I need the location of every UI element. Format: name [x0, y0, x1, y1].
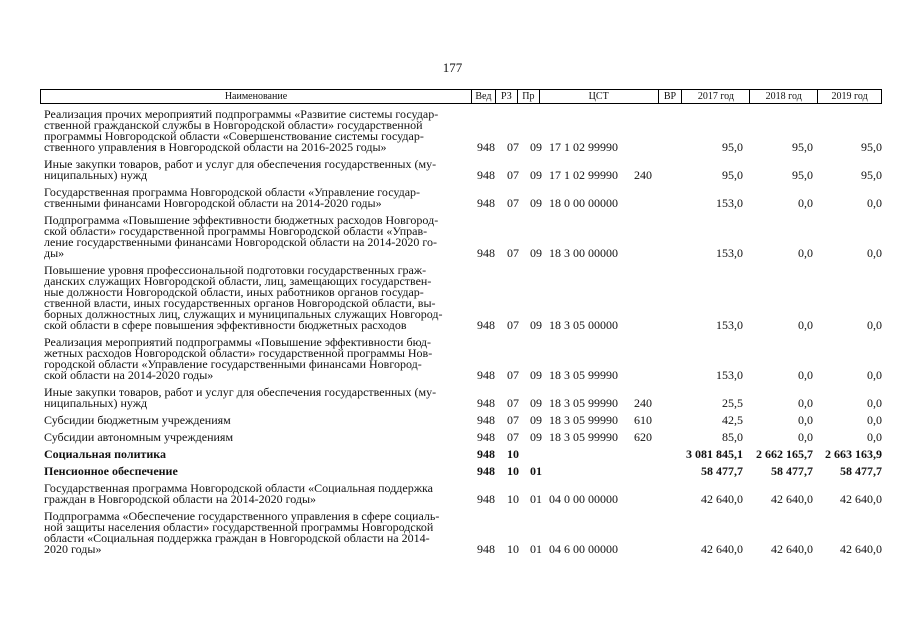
row-2018: 42 640,0	[771, 542, 813, 556]
row-2019: 0,0	[867, 196, 882, 210]
table-row	[40, 159, 882, 181]
row-ved: 948	[477, 413, 495, 427]
table-row	[40, 265, 882, 331]
row-cst: 17 1 02 99990	[549, 140, 618, 154]
row-2019: 0,0	[867, 368, 882, 382]
row-pr: 09	[530, 196, 542, 210]
page-number: 177	[442, 60, 463, 75]
row-ved: 948	[477, 140, 495, 154]
row-2019: 95,0	[861, 140, 882, 154]
row-cst: 18 3 05 99990	[549, 413, 618, 427]
row-pr: 09	[530, 396, 542, 410]
row-2018: 0,0	[798, 430, 813, 444]
row-2017: 153,0	[716, 196, 743, 210]
header-cst: ЦСТ	[540, 90, 659, 103]
row-ved: 948	[477, 447, 495, 461]
row-ved: 948	[477, 464, 495, 478]
header-rz: РЗ	[496, 90, 518, 103]
row-2018: 95,0	[792, 140, 813, 154]
header-ved: Вед	[472, 90, 496, 103]
row-ved: 948	[477, 396, 495, 410]
row-2017: 25,5	[722, 396, 743, 410]
row-2017: 153,0	[716, 246, 743, 260]
row-pr: 09	[530, 430, 542, 444]
table-header	[40, 89, 882, 104]
row-cst: 18 0 00 00000	[549, 196, 618, 210]
row-ved: 948	[477, 368, 495, 382]
table-row	[40, 415, 882, 426]
row-2018: 58 477,7	[771, 464, 813, 478]
row-cst: 17 1 02 99990	[549, 168, 618, 182]
row-rz: 07	[507, 368, 519, 382]
table-row	[40, 215, 882, 259]
row-2019: 0,0	[867, 246, 882, 260]
row-2019: 0,0	[867, 413, 882, 427]
row-ved: 948	[477, 196, 495, 210]
row-2019: 0,0	[867, 396, 882, 410]
header-pr: Пр	[518, 90, 540, 103]
row-rz: 07	[507, 246, 519, 260]
row-cst: 18 3 05 99990	[549, 430, 618, 444]
table-row	[40, 432, 882, 443]
row-2017: 3 081 845,1	[686, 447, 743, 461]
row-pr: 09	[530, 368, 542, 382]
row-cst: 04 6 00 00000	[549, 542, 618, 556]
row-cst: 04 0 00 00000	[549, 492, 618, 506]
row-2018: 2 662 165,7	[756, 447, 813, 461]
header-2018: 2018 год	[750, 90, 818, 103]
row-pr: 09	[530, 140, 542, 154]
row-name: Социальная политика	[44, 447, 167, 461]
row-2017: 95,0	[722, 140, 743, 154]
table-row	[40, 187, 882, 209]
row-2018: 95,0	[792, 168, 813, 182]
row-2017: 58 477,7	[701, 464, 743, 478]
row-2018: 0,0	[798, 396, 813, 410]
row-2018: 0,0	[798, 246, 813, 260]
row-pr: 09	[530, 168, 542, 182]
row-2019: 0,0	[867, 318, 882, 332]
header-2019: 2019 год	[831, 91, 868, 102]
row-name: Государственная программа Новгородской области «Социальная поддержка граждан в Новгородской области на 2014-2020 годы»	[44, 481, 433, 506]
header-name: Наименование	[41, 90, 472, 103]
row-pr: 09	[530, 413, 542, 427]
row-2019: 2 663 163,9	[825, 447, 882, 461]
row-name: Иные закупки товаров, работ и услуг для обеспечения государственных (му- ниципальных) нужд	[44, 157, 437, 182]
budget-table	[40, 89, 882, 561]
row-rz: 10	[507, 447, 519, 461]
row-2019: 0,0	[867, 430, 882, 444]
row-2018: 0,0	[798, 318, 813, 332]
row-ved: 948	[477, 318, 495, 332]
row-rz: 07	[507, 396, 519, 410]
row-2019: 95,0	[861, 168, 882, 182]
row-name: Повышение уровня профессиональной подготовки государственных граж- данских служащих Новгородской области, лиц, замещающих государствен- ные должности Новгородской области, иных работников органов государ- ственной власти, иных государственных органов Новгородской области, вы- борных должностных лиц, служащих и муниципальных служащих Новгород- ской области в сфере повышения эффективности бюджетных расходов	[44, 263, 443, 332]
row-ved: 948	[477, 246, 495, 260]
row-rz: 10	[507, 464, 519, 478]
row-rz: 07	[507, 196, 519, 210]
row-vr: 620	[634, 430, 652, 444]
row-pr: 01	[530, 464, 542, 478]
row-pr: 01	[530, 492, 542, 506]
row-2018: 0,0	[798, 368, 813, 382]
header-2017: 2017 год	[682, 90, 750, 103]
row-rz: 10	[507, 492, 519, 506]
row-vr: 240	[634, 396, 652, 410]
row-2017: 95,0	[722, 168, 743, 182]
row-cst: 18 3 00 00000	[549, 246, 618, 260]
row-2018: 0,0	[798, 413, 813, 427]
row-name: Субсидии автономным учреждениям	[44, 430, 234, 444]
row-2017: 42 640,0	[701, 492, 743, 506]
row-2017: 42,5	[722, 413, 743, 427]
row-name: Субсидии бюджетным учреждениям	[44, 413, 231, 427]
table-body	[40, 109, 882, 555]
row-name: Подпрограмма «Обеспечение государственного управления в сфере социаль- ной защиты населения области» государственной программы Новгородской области «Социальная поддержка граждан в Новгородской области на 2014- 2020 годы»	[44, 509, 440, 556]
row-name: Реализация мероприятий подпрограммы «Повышение эффективности бюд- жетных расходов Новгородской области» государственной программы Нов- городской области «Управление государственными финансами Новгород- ской области на 2014-2020 годы»	[44, 335, 433, 382]
row-cst: 18 3 05 99990	[549, 396, 618, 410]
row-ved: 948	[477, 492, 495, 506]
row-cst: 18 3 05 99990	[549, 368, 618, 382]
row-ved: 948	[477, 430, 495, 444]
row-rz: 07	[507, 430, 519, 444]
row-pr: 09	[530, 318, 542, 332]
table-row	[40, 449, 882, 460]
row-vr: 240	[634, 168, 652, 182]
row-name: Реализация прочих мероприятий подпрограммы «Развитие системы государ- ственной гражданской службы в Новгородской области» государственной программы Новгородской области «Совершенствование системы государ- ственного управления в Новгородской области на 2016-2025 годы»	[44, 107, 439, 154]
row-2018: 0,0	[798, 196, 813, 210]
row-name: Подпрограмма «Повышение эффективности бюджетных расходов Новгород- ской области» государственной программы Новгородской области «Управ- ление государственными финансами Новгородской области на 2014-2020 го- ды»	[44, 213, 439, 260]
row-2017: 42 640,0	[701, 542, 743, 556]
row-pr: 01	[530, 542, 542, 556]
table-row	[40, 109, 882, 153]
row-2017: 153,0	[716, 368, 743, 382]
row-2017: 85,0	[722, 430, 743, 444]
row-cst: 18 3 05 00000	[549, 318, 618, 332]
row-rz: 07	[507, 413, 519, 427]
row-rz: 07	[507, 318, 519, 332]
row-name: Иные закупки товаров, работ и услуг для обеспечения государственных (му- ниципальных) нужд	[44, 385, 437, 410]
row-rz: 07	[507, 168, 519, 182]
row-2019: 58 477,7	[840, 464, 882, 478]
row-rz: 10	[507, 542, 519, 556]
table-row	[40, 337, 882, 381]
row-pr: 09	[530, 246, 542, 260]
header-vr: ВР	[659, 90, 683, 103]
table-row	[40, 466, 882, 477]
table-row	[40, 387, 882, 409]
row-2017: 153,0	[716, 318, 743, 332]
row-2018: 42 640,0	[771, 492, 813, 506]
row-ved: 948	[477, 168, 495, 182]
row-vr: 610	[634, 413, 652, 427]
row-rz: 07	[507, 140, 519, 154]
table-row	[40, 511, 882, 555]
row-ved: 948	[477, 542, 495, 556]
row-name: Пенсионное обеспечение	[44, 464, 178, 478]
row-2019: 42 640,0	[840, 492, 882, 506]
table-row	[40, 483, 882, 505]
row-name: Государственная программа Новгородской области «Управление государ- ственными финансами Новгородской области на 2014-2020 годы»	[44, 185, 421, 210]
row-2019: 42 640,0	[840, 542, 882, 556]
